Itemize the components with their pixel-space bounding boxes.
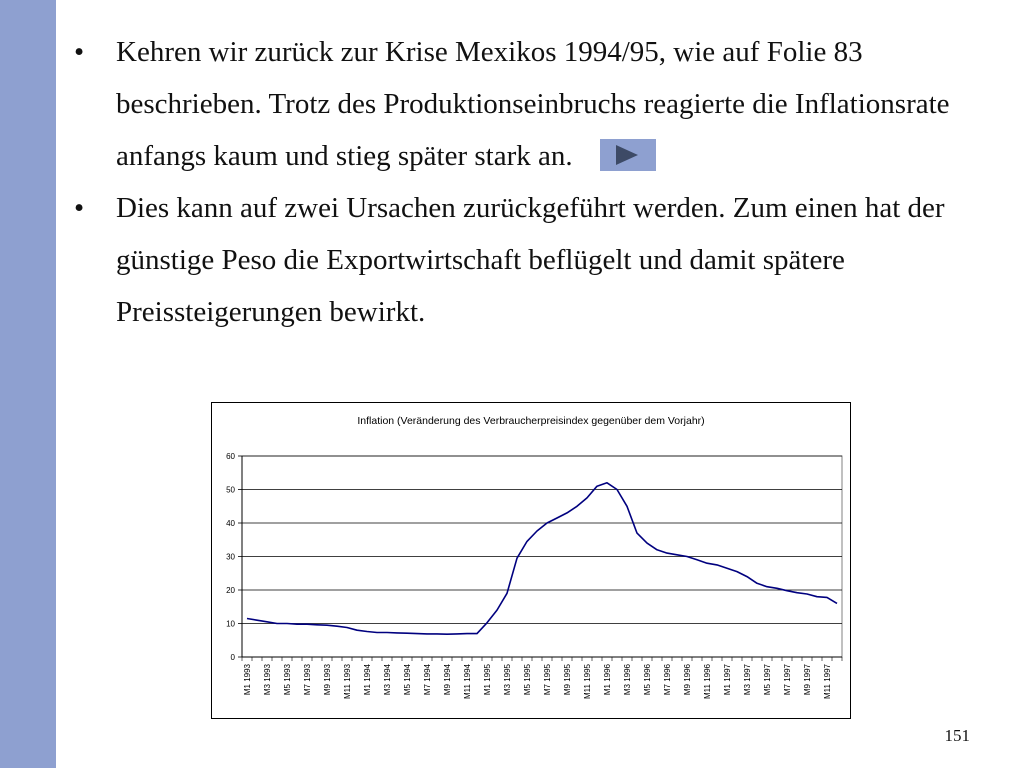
data-point <box>816 596 818 598</box>
data-point <box>786 589 788 591</box>
data-point <box>436 633 438 635</box>
x-tick-label: M9 1994 <box>443 664 452 696</box>
chart-canvas <box>212 403 850 718</box>
data-point <box>706 562 708 564</box>
data-point <box>476 632 478 634</box>
data-point <box>686 555 688 557</box>
y-tick-label: 10 <box>226 619 235 629</box>
data-point <box>336 625 338 627</box>
data-point <box>806 593 808 595</box>
data-point <box>376 631 378 633</box>
x-tick-label: M11 1995 <box>583 664 592 699</box>
data-point <box>556 517 558 519</box>
y-tick-label: 0 <box>230 653 235 662</box>
play-triangle-icon <box>616 145 640 165</box>
data-point <box>826 596 828 598</box>
x-tick-label: M3 1997 <box>743 664 752 696</box>
x-tick-label: M3 1994 <box>383 664 392 696</box>
x-tick-label: M5 1996 <box>643 664 652 696</box>
data-point <box>696 559 698 561</box>
bullet-list <box>74 26 994 338</box>
data-point <box>616 488 618 490</box>
bullet-item <box>74 182 994 338</box>
data-point <box>276 622 278 624</box>
data-point <box>586 497 588 499</box>
y-tick-label: 20 <box>226 586 235 595</box>
data-point <box>666 552 668 554</box>
sidebar-accent-bar <box>0 0 56 768</box>
x-tick-label: M9 1995 <box>563 664 572 696</box>
data-point <box>726 567 728 569</box>
x-tick-label: M7 1996 <box>663 664 672 696</box>
x-tick-label: M1 1995 <box>483 664 492 696</box>
x-tick-label: M11 1997 <box>823 664 832 699</box>
chart-title: Inflation (Veränderung des Verbraucherpreisindex gegenüber dem Vorjahr) <box>357 415 705 427</box>
x-tick-label: M1 1997 <box>723 664 732 696</box>
x-tick-label: M9 1993 <box>323 664 332 696</box>
data-point <box>256 619 258 621</box>
x-tick-label: M3 1993 <box>263 664 272 696</box>
x-tick-label: M1 1994 <box>363 664 372 696</box>
page-number: 151 <box>944 726 970 745</box>
x-tick-label: M5 1994 <box>403 664 412 696</box>
data-point <box>546 522 548 524</box>
data-point <box>366 630 368 632</box>
x-tick-label: M3 1996 <box>623 664 632 696</box>
data-point <box>656 549 658 551</box>
bullet-marker: • <box>74 36 85 68</box>
data-point <box>406 632 408 634</box>
data-point <box>316 624 318 626</box>
x-tick-label: M5 1995 <box>523 664 532 696</box>
data-point <box>756 582 758 584</box>
bullet-marker: • <box>74 192 85 224</box>
data-point <box>676 554 678 556</box>
data-point <box>266 621 268 623</box>
x-tick-label: M1 1993 <box>243 664 252 696</box>
x-tick-label: M11 1996 <box>703 664 712 699</box>
data-point <box>836 602 838 604</box>
x-tick-label: M7 1993 <box>303 664 312 696</box>
data-point <box>746 575 748 577</box>
data-point <box>416 632 418 634</box>
x-tick-label: M9 1996 <box>683 664 692 696</box>
bullet-text-1: Kehren wir zurück zur Krise Mexikos 1994/95, wie auf Folie 83 beschrieben. Trotz des Produktionseinbruchs reagierte die Inflationsrate anfangs kaum und stieg später stark an. <box>116 36 950 172</box>
y-tick-label: 50 <box>226 485 235 495</box>
data-point <box>296 623 298 625</box>
data-point <box>526 540 528 542</box>
data-point <box>456 633 458 635</box>
data-point <box>636 532 638 534</box>
data-point <box>446 633 448 635</box>
next-slide-button[interactable] <box>600 139 656 171</box>
y-tick-label: 30 <box>226 552 235 562</box>
x-tick-label: M3 1995 <box>503 664 512 696</box>
data-point <box>646 542 648 544</box>
data-point <box>536 530 538 532</box>
x-tick-label: M9 1997 <box>803 664 812 696</box>
data-point <box>776 587 778 589</box>
bullet-item <box>74 26 994 182</box>
data-point <box>766 585 768 587</box>
data-point <box>506 592 508 594</box>
x-tick-label: M5 1997 <box>763 664 772 696</box>
data-point <box>346 626 348 628</box>
data-point <box>716 564 718 566</box>
data-point <box>396 632 398 634</box>
data-point <box>306 623 308 625</box>
y-tick-label: 40 <box>226 519 235 528</box>
data-point <box>326 624 328 626</box>
x-tick-label: M11 1993 <box>343 664 352 699</box>
data-point <box>356 629 358 631</box>
data-point <box>286 622 288 624</box>
data-point <box>576 505 578 507</box>
x-tick-label: M7 1997 <box>783 664 792 696</box>
y-tick-label: 60 <box>226 452 235 461</box>
x-tick-label: M11 1994 <box>463 664 472 699</box>
x-tick-label: M5 1993 <box>283 664 292 696</box>
data-point <box>606 482 608 484</box>
data-point <box>596 485 598 487</box>
data-point <box>516 557 518 559</box>
data-point <box>496 609 498 611</box>
data-point <box>386 631 388 633</box>
inflation-chart <box>211 402 851 719</box>
data-point <box>466 632 468 634</box>
bullet-text-2: Dies kann auf zwei Ursachen zurückgeführt werden. Zum einen hat der günstige Peso die Exportwirtschaft beflügelt und damit spätere Preissteigerungen bewirkt. <box>116 192 945 328</box>
data-point <box>246 617 248 619</box>
x-tick-label: M7 1995 <box>543 664 552 696</box>
data-point <box>796 591 798 593</box>
x-tick-label: M1 1996 <box>603 664 612 696</box>
data-point <box>626 505 628 507</box>
x-tick-label: M7 1994 <box>423 664 432 696</box>
data-point <box>566 512 568 514</box>
data-point <box>426 633 428 635</box>
data-point <box>486 622 488 624</box>
data-point <box>736 570 738 572</box>
